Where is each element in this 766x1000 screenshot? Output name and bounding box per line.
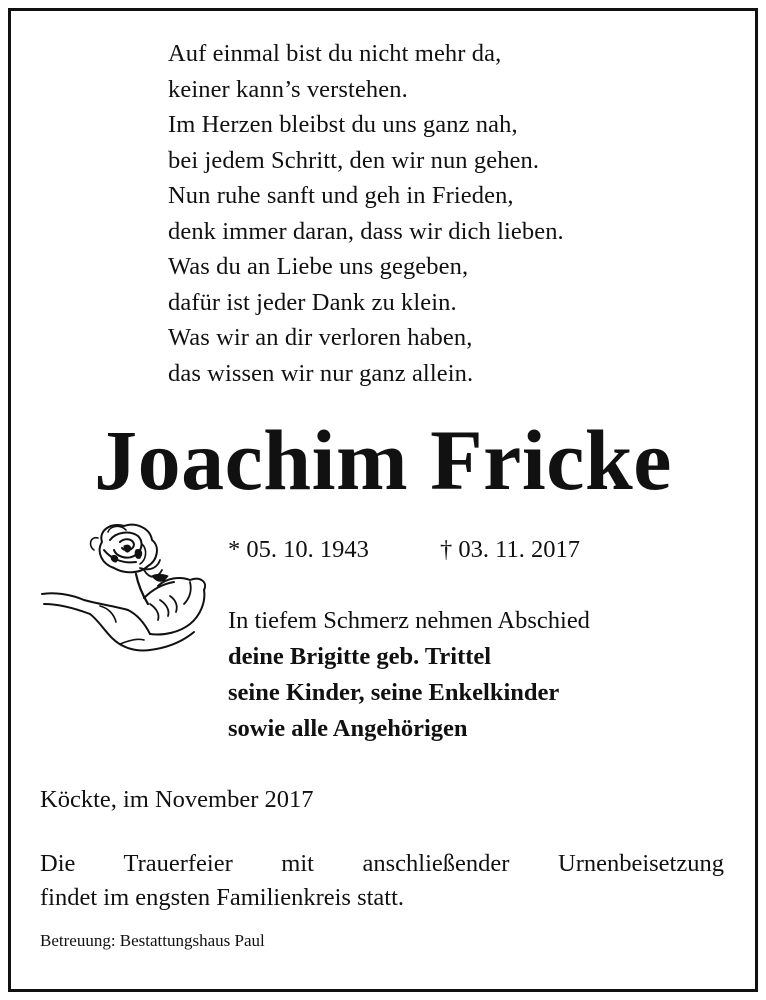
ceremony-notice: [40, 847, 724, 915]
mourner-line: sowie alle Angehörigen: [228, 715, 468, 742]
rose-in-hands-icon: [40, 520, 216, 666]
poem-line: das wissen wir nur ganz allein.: [168, 359, 474, 387]
mourner-line: deine Brigitte geb. Trittel: [228, 643, 492, 670]
memorial-poem: [168, 36, 564, 391]
poem-line: Auf einmal bist du nicht mehr da,: [168, 40, 502, 67]
place-and-date: Köckte, im November 2017: [40, 786, 314, 813]
birth-date: * 05. 10. 1943: [228, 536, 369, 563]
ceremony-line: Die Trauerfeier mit anschließender Urnenbeisetzung: [40, 850, 724, 877]
poem-line: keiner kann’s verstehen.: [168, 75, 408, 103]
farewell-intro: In tiefem Schmerz nehmen Abschied: [228, 607, 590, 634]
poem-line: Was wir an dir verloren haben,: [168, 324, 473, 351]
mourners-block: [228, 603, 590, 747]
poem-line: denk immer daran, dass wir dich lieben.: [168, 217, 564, 245]
poem-line: Im Herzen bleibst du uns ganz nah,: [168, 111, 518, 138]
undertaker-credit: Betreuung: Bestattungshaus Paul: [40, 931, 265, 950]
deceased-name: Joachim Fricke: [94, 412, 672, 508]
poem-line: dafür ist jeder Dank zu klein.: [168, 288, 457, 316]
mourner-line: seine Kinder, seine Enkelkinder: [228, 679, 560, 706]
poem-line: Nun ruhe sanft und geh in Frieden,: [168, 182, 514, 209]
death-date: † 03. 11. 2017: [440, 536, 580, 563]
ceremony-line: findet im engsten Familienkreis statt.: [40, 884, 405, 911]
poem-line: Was du an Liebe uns gegeben,: [168, 253, 469, 280]
poem-line: bei jedem Schritt, den wir nun gehen.: [168, 146, 540, 174]
